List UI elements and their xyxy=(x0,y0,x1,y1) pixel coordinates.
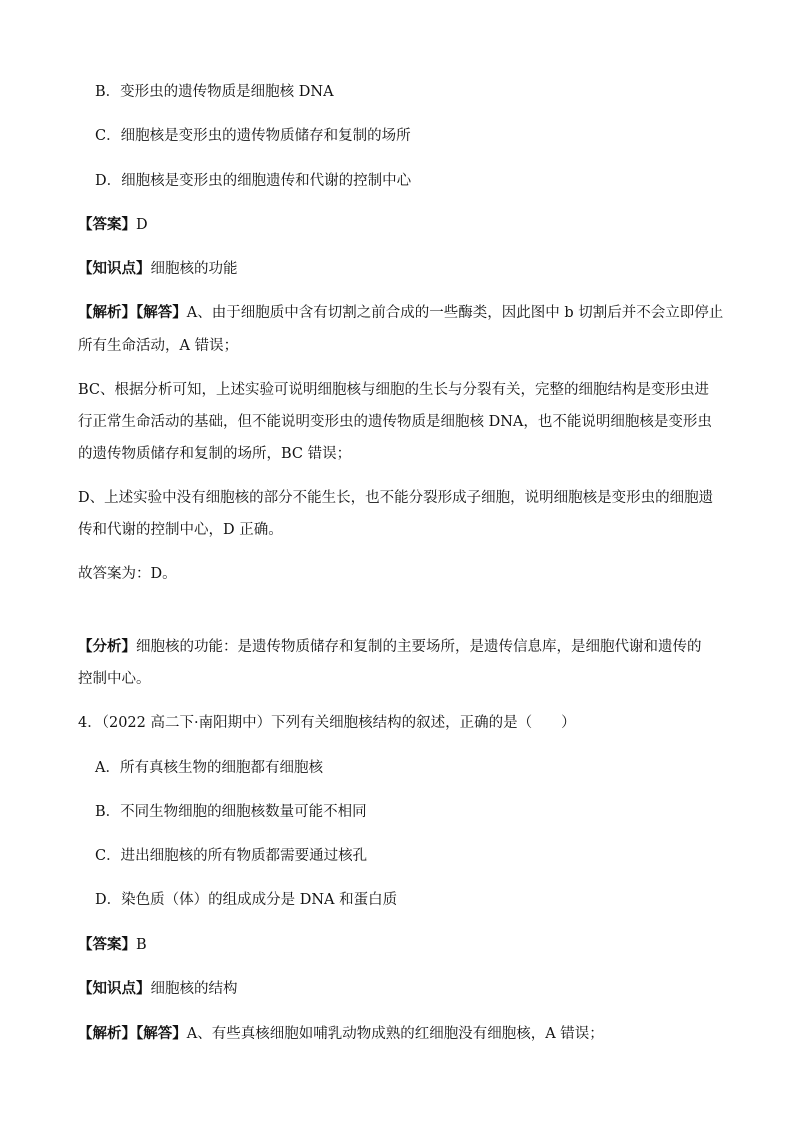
answer-value: B xyxy=(136,937,147,953)
knowledge-value: 细胞核的功能 xyxy=(150,261,238,277)
q3-knowledge-point xyxy=(78,259,238,279)
q3-answer xyxy=(78,215,148,235)
q3-analysis-line: 所有生命活动，A 错误； xyxy=(78,338,239,354)
q3-fenxi xyxy=(78,637,702,657)
knowledge-tag: 【知识点】 xyxy=(78,260,151,277)
q3-analysis-line: 传和代谢的控制中心，D 正确。 xyxy=(78,522,283,538)
q3-conclusion: 故答案为：D。 xyxy=(78,566,177,582)
q3-option-c: C．细胞核是变形虫的遗传物质储存和复制的场所 xyxy=(95,128,411,144)
analysis-text: A、有些真核细胞如哺乳动物成熟的红细胞没有细胞核，A 错误； xyxy=(186,1026,604,1042)
knowledge-value: 细胞核的结构 xyxy=(150,981,238,997)
q4-knowledge-point xyxy=(78,979,238,999)
q3-option-b: B．变形虫的遗传物质是细胞核 DNA xyxy=(95,84,334,100)
q3-analysis-line: BC、根据分析可知，上述实验可说明细胞核与细胞的生长与分裂有关，完整的细胞结构是变形虫进 xyxy=(78,382,710,398)
q3-analysis-line: 行正常生命活动的基础，但不能说明变形虫的遗传物质是细胞核 DNA，也不能说明细胞核是变形虫 xyxy=(78,414,712,430)
q3-option-d: D．细胞核是变形虫的细胞遗传和代谢的控制中心 xyxy=(95,173,412,189)
fenxi-tag: 【分析】 xyxy=(78,638,136,655)
q4-option-b: B．不同生物细胞的细胞核数量可能不相同 xyxy=(95,804,367,820)
answer-tag: 【答案】 xyxy=(78,216,136,233)
knowledge-tag: 【知识点】 xyxy=(78,980,151,997)
fenxi-text: 细胞核的功能：是遗传物质储存和复制的主要场所，是遗传信息库，是细胞代谢和遗传的 xyxy=(136,639,702,655)
answer-value: D xyxy=(136,217,148,233)
q4-answer xyxy=(78,935,147,955)
q3-analysis-line: D、上述实验中没有细胞核的部分不能生长，也不能分裂形成子细胞，说明细胞核是变形虫的细胞遗 xyxy=(78,490,714,506)
q4-question: 4．（2022 高二下·南阳期中）下列有关细胞核结构的叙述，正确的是（ ） xyxy=(78,715,576,731)
q4-option-c: C．进出细胞核的所有物质都需要通过核孔 xyxy=(95,848,368,864)
answer-tag: 【答案】 xyxy=(78,936,136,953)
analysis-text: A、由于细胞质中含有切割之前合成的一些酶类，因此图中 b 切割后并不会立即停止 xyxy=(186,305,724,321)
analysis-tag: 【解析】【解答】 xyxy=(78,1025,187,1042)
q4-option-d: D．染色质（体）的组成成分是 DNA 和蛋白质 xyxy=(95,892,398,908)
q3-analysis-line xyxy=(78,303,723,323)
q3-fenxi-line: 控制中心。 xyxy=(78,671,151,687)
q4-option-a: A．所有真核生物的细胞都有细胞核 xyxy=(95,760,323,776)
q4-analysis-line xyxy=(78,1024,604,1044)
analysis-tag: 【解析】【解答】 xyxy=(78,304,187,321)
q3-analysis-line: 的遗传物质储存和复制的场所，BC 错误； xyxy=(78,446,352,462)
